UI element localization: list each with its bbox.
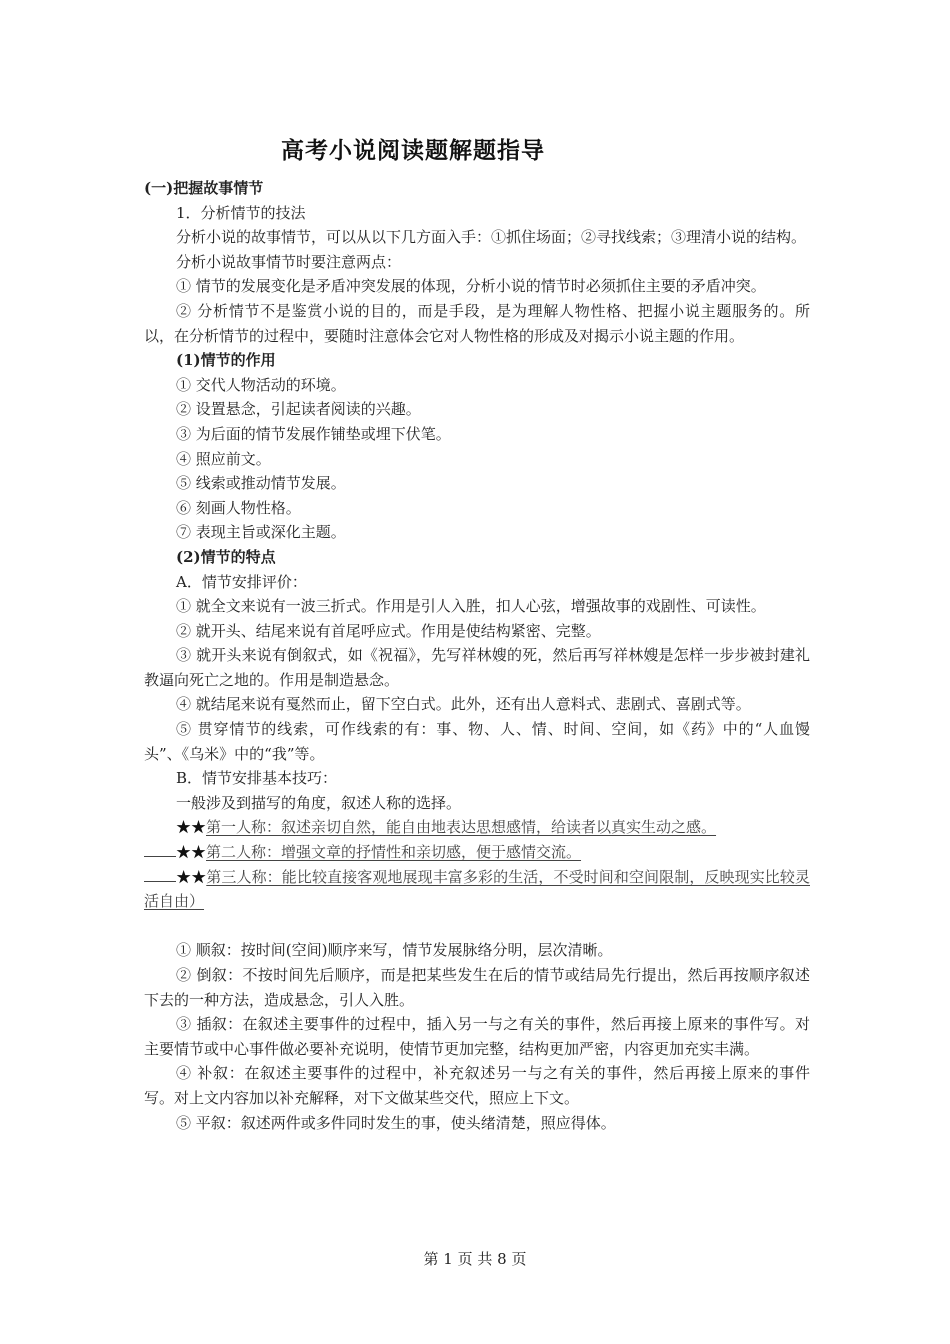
paragraph: ② 分析情节不是鉴赏小说的目的，而是手段，是为理解人物性格、把握小说主题服务的。所以，在分析情节的过程中，要随时注意体会它对人物性格的形成及对揭示小说主题的作用。 bbox=[144, 301, 810, 345]
person-third-line bbox=[144, 865, 810, 914]
list-item: ② 设置悬念，引起读者阅读的兴趣。 bbox=[176, 400, 421, 419]
paragraph: 分析小说故事情节时要注意两点： bbox=[176, 252, 402, 271]
list-item: ⑦ 表现主旨或深化主题。 bbox=[176, 523, 346, 542]
person-second-line bbox=[144, 840, 810, 865]
underline-blank bbox=[144, 866, 176, 882]
page-number: 第 1 页 共 8 页 bbox=[423, 1250, 527, 1268]
subheading: B．情节安排基本技巧： bbox=[176, 769, 338, 788]
list-item: ③ 为后面的情节发展作铺垫或埋下伏笔。 bbox=[176, 424, 451, 443]
paragraph: ① 就全文来说有一波三折式。作用是引人入胜，扣人心弦，增强故事的戏剧性、可读性。 bbox=[176, 597, 766, 616]
paragraph: 一般涉及到描写的角度，叙述人称的选择。 bbox=[176, 793, 462, 812]
underlined-text: 第三人称：能比较直接客观地展现丰富多彩的生活，不受时间和空间限制，反映现实比较灵活自由） bbox=[144, 867, 810, 911]
paragraph: ① 情节的发展变化是矛盾冲突发展的体现，分析小说的情节时必须抓住主要的矛盾冲突。 bbox=[176, 277, 766, 296]
underline-blank bbox=[144, 841, 176, 857]
list-item: ④ 照应前文。 bbox=[176, 449, 271, 468]
paragraph: ③ 插叙：在叙述主要事件的过程中，插入另一与之有关的事件，然后再接上原来的事件写。对主要情节或中心事件做必要补充说明，使情节更加完整，结构更加严密，内容更加充实丰满。 bbox=[144, 1015, 810, 1058]
list-item: ⑤ 线索或推动情节发展。 bbox=[176, 474, 346, 493]
underlined-text: 第二人称：增强文章的抒情性和亲切感，便于感情交流。 bbox=[206, 843, 582, 862]
page-title: 高考小说阅读题解题指导 bbox=[281, 137, 545, 164]
spacer bbox=[144, 914, 810, 939]
paragraph: ④ 就结尾来说有戛然而止，留下空白式。此外，还有出人意料式、悲剧式、喜剧式等。 bbox=[176, 695, 751, 714]
subheading: 1．分析情节的技法 bbox=[176, 203, 306, 222]
paragraph: ⑤ 平叙：叙述两件或多件同时发生的事，使头绪清楚，照应得体。 bbox=[176, 1113, 616, 1132]
person-first-line bbox=[144, 815, 810, 840]
paragraph: ⑤ 贯穿情节的线索，可作线索的有：事、物、人、情、时间、空间，如《药》中的“人血馒头”、《乌米》中的“我”等。 bbox=[144, 720, 810, 763]
star-icon: ★★ bbox=[176, 867, 207, 886]
paragraph: ② 就开头、结尾来说有首尾呼应式。作用是使结构紧密、完整。 bbox=[176, 621, 601, 640]
list-item: ⑥ 刻画人物性格。 bbox=[176, 498, 301, 517]
paragraph: ③ 就开头来说有倒叙式，如《祝福》，先写祥林嫂的死，然后再写祥林嫂是怎样一步步被封建礼教逼向死亡之地的。作用是制造悬念。 bbox=[144, 646, 810, 689]
paragraph: ① 顺叙：按时间(空间)顺序来写，情节发展脉络分明，层次清晰。 bbox=[176, 941, 613, 960]
paragraph: 分析小说的故事情节，可以从以下几方面入手：①抓住场面；②寻找线索；③理清小说的结构。 bbox=[176, 228, 807, 247]
subheading-feature: (2)情节的特点 bbox=[176, 547, 276, 566]
underlined-text: 第一人称：叙述亲切自然，能自由地表达思想感情，给读者以真实生动之感。 bbox=[206, 818, 717, 837]
paragraph: ④ 补叙：在叙述主要事件的过程中，补充叙述另一与之有关的事件，然后再接上原来的事件写。对上文内容加以补充解释，对下文做某些交代，照应上下文。 bbox=[144, 1064, 810, 1107]
subheading-role: (1)情节的作用 bbox=[176, 351, 276, 370]
section-heading: (一)把握故事情节 bbox=[144, 179, 264, 197]
list-item: ① 交代人物活动的环境。 bbox=[176, 375, 346, 394]
subheading: A．情节安排评价： bbox=[176, 572, 307, 591]
document-body bbox=[144, 176, 810, 1135]
paragraph: ② 倒叙：不按时间先后顺序，而是把某些发生在后的情节或结局先行提出，然后再按顺序叙述下去的一种方法，造成悬念，引人入胜。 bbox=[144, 966, 810, 1009]
star-icon: ★★ bbox=[176, 818, 207, 837]
star-icon: ★★ bbox=[176, 843, 207, 862]
